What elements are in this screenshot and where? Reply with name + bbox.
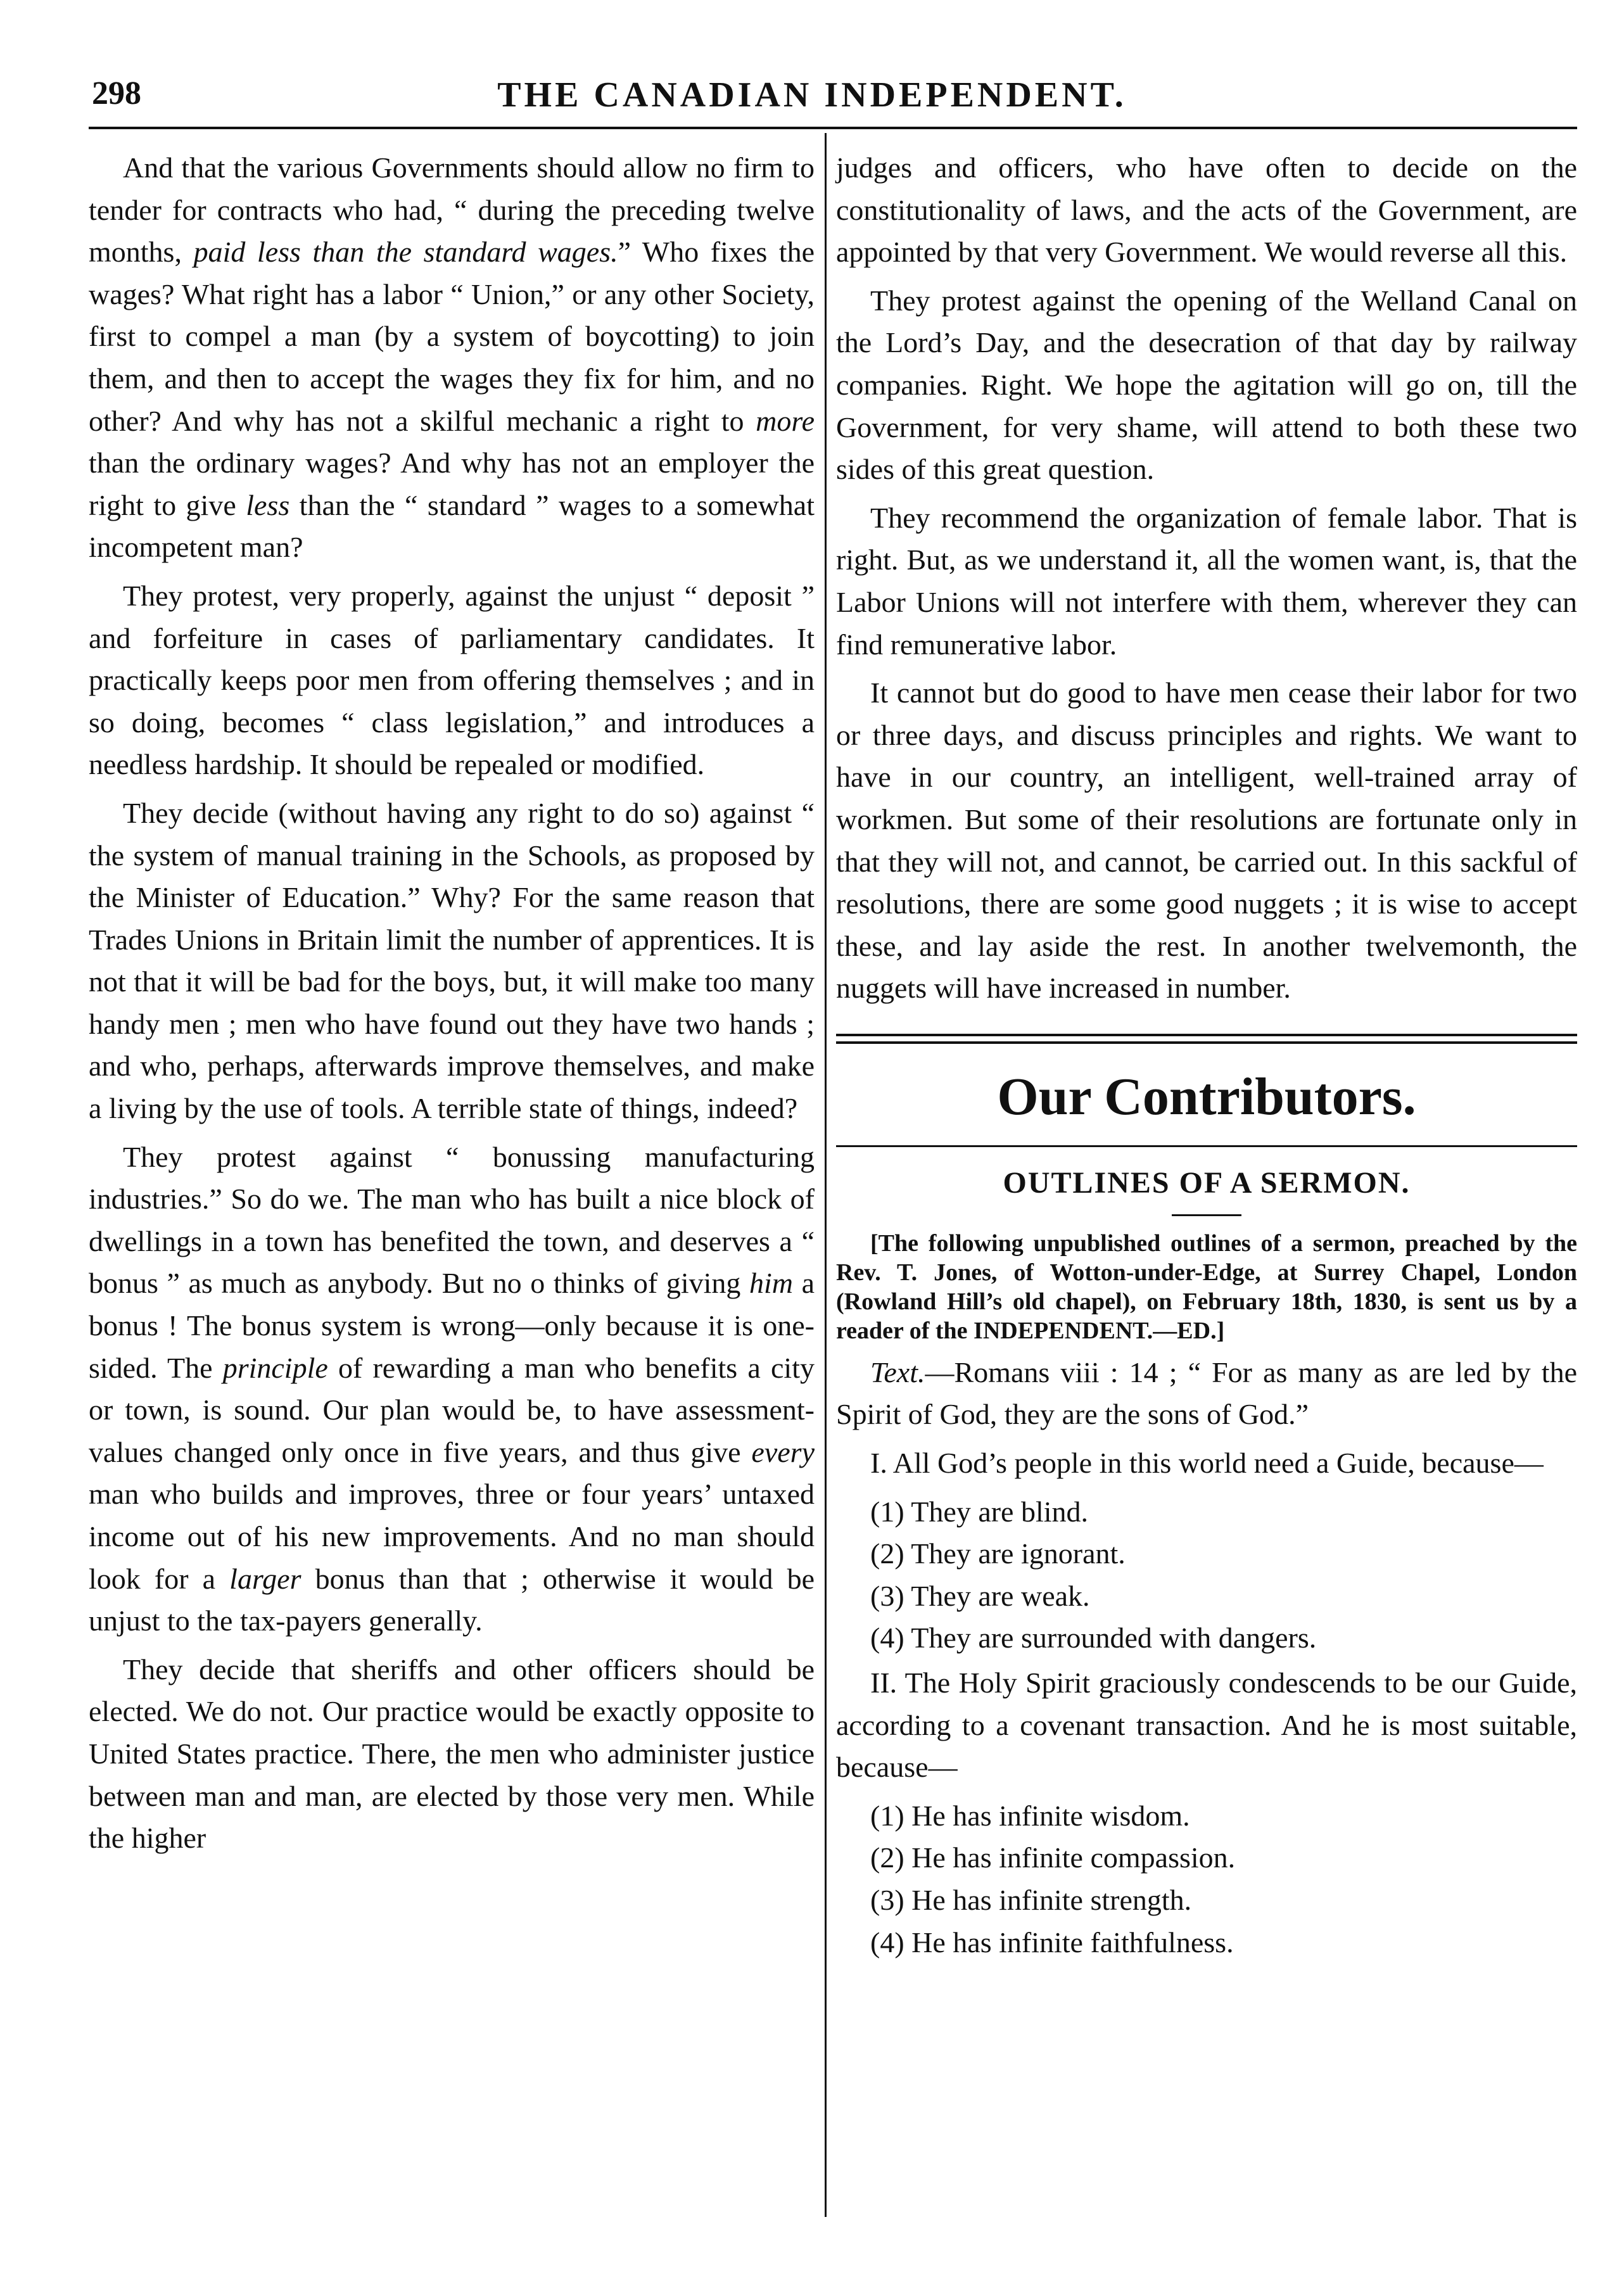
paragraph: judges and officers, who have often to decide on the constitutionality of laws, and the acts of the Government, are appointed by that very Government. We would reverse all this. xyxy=(836,151,1577,269)
point-2-list xyxy=(870,1795,1577,1964)
section-title: Our Contributors. xyxy=(997,1067,1416,1126)
right-column xyxy=(836,147,1577,1966)
sermon-point-1: I. All God’s people in this world need a Guide, because— xyxy=(870,1447,1544,1480)
page-header xyxy=(0,75,1624,132)
sermon-text: Text.—Romans viii : 14 ; “ For as many as are led by the Spirit of God, they are the sons of God.” xyxy=(836,1356,1577,1431)
point-1-list xyxy=(870,1491,1577,1660)
list-item: (2) They are ignorant. xyxy=(870,1537,1126,1570)
section-rule xyxy=(836,1145,1577,1147)
title-rule xyxy=(1172,1214,1241,1216)
paragraph: It cannot but do good to have men cease their labor for two or three days, and discuss principles and rights. We want to have in our country, an intelligent, well-trained array of workmen. But some of their resolutions are fortunate only in that they will not, and cannot, be carried out. In this sackful of resolutions, there are some good nuggets ; it is wise to accept these, and lay aside the rest. In another twelvemonth, the nuggets will have increased in number. xyxy=(836,676,1577,1005)
left-column xyxy=(89,147,815,1866)
paragraph: They protest against the opening of the Welland Canal on the Lord’s Day, and the desecration of that day by railway companies. Right. We hope the agitation will go on, till the Government, for very shame, will attend to both these two sides of this great question. xyxy=(836,284,1577,486)
paragraph: They decide (without having any right to do so) against “ the system of manual training in the Schools, as proposed by the Minister of Education.” Why? For the same reason that Trades Unions in Britain limit the number of apprentices. It is not that it will be bad for the boys, but, it will make too many handy men ; men who have found out they have two hands ; and who, perhaps, afterwards improve themselves, and make a living by the use of tools. A terrible state of things, indeed? xyxy=(89,796,815,1125)
running-title: THE CANADIAN INDEPENDENT. xyxy=(497,75,1127,115)
list-item: (4) They are surrounded with dangers. xyxy=(870,1622,1317,1654)
list-item: (1) He has infinite wisdom. xyxy=(870,1799,1190,1832)
editor-note: [The following unpublished outlines of a sermon, preached by the Rev. T. Jones, of Wotton-under-Edge, at Surrey Chapel, London (Rowland Hill’s old chapel), on February 18th, 1830, is sent us by a reader of the INDEPENDENT.—ED.] xyxy=(836,1229,1577,1344)
sermon-point-2: II. The Holy Spirit graciously condescends to be our Guide, according to a covenant transaction. And he is most suitable, because— xyxy=(836,1667,1577,1784)
paragraph: They protest, very properly, against the unjust “ deposit ” and forfeiture in cases of parliamentary candidates. It practically keeps poor men from offering themselves ; and in so doing, becomes “ class legislation,” and introduces a needless hardship. It should be repealed or modified. xyxy=(89,579,815,781)
header-rule xyxy=(89,127,1577,129)
paragraph: They protest against “ bonussing manufacturing industries.” So do we. The man who has built a nice block of dwellings in a town has benefited the town, and deserves a “ bonus ” as much as anybody. But no o thinks of giving him a bonus ! The bonus system is wrong—only because it is one-sided. The principle of rewarding a man who benefits a city or town, is sound. Our plan would be, to have assessment-values changed only once in five years, and thus give every man who builds and improves, three or four years’ untaxed income out of his new improvements. And no man should look for a larger bonus than that ; otherwise it would be unjust to the tax-payers generally. xyxy=(89,1140,815,1637)
paragraph: And that the various Governments should allow no firm to tender for contracts who had, “ during the preceding twelve months, paid less than the standard wages.” Who fixes the wages? What right has a labor “ Union,” or any other Society, first to compel a man (by a system of boycotting) to join them, and then to accept the wages they fix for him, and no other? And why has not a skilful mechanic a right to more than the ordinary wages? And why has not an employer the right to give less than the “ standard ” wages to a somewhat incompetent man? xyxy=(89,151,815,564)
list-item: (4) He has infinite faithfulness. xyxy=(870,1926,1234,1959)
list-item: (3) He has infinite strength. xyxy=(870,1884,1192,1916)
paragraph: They decide that sheriffs and other officers should be elected. We do not. Our practice would be exactly opposite to United States practice. There, the men who administer justice between man and man, are elected by those very men. While the higher xyxy=(89,1653,815,1855)
article-title: OUTLINES OF A SERMON. xyxy=(1003,1165,1411,1200)
list-item: (2) He has infinite compassion. xyxy=(870,1841,1236,1874)
paragraph: They recommend the organization of female labor. That is right. But, as we understand it, all the women want, is, that the Labor Unions will not interfere with them, wherever they can find remunerative labor. xyxy=(836,501,1577,661)
column-divider xyxy=(825,133,827,2217)
list-item: (3) They are weak. xyxy=(870,1579,1090,1612)
section-divider xyxy=(836,1034,1577,1044)
list-item: (1) They are blind. xyxy=(870,1495,1089,1528)
page-number: 298 xyxy=(92,75,141,111)
